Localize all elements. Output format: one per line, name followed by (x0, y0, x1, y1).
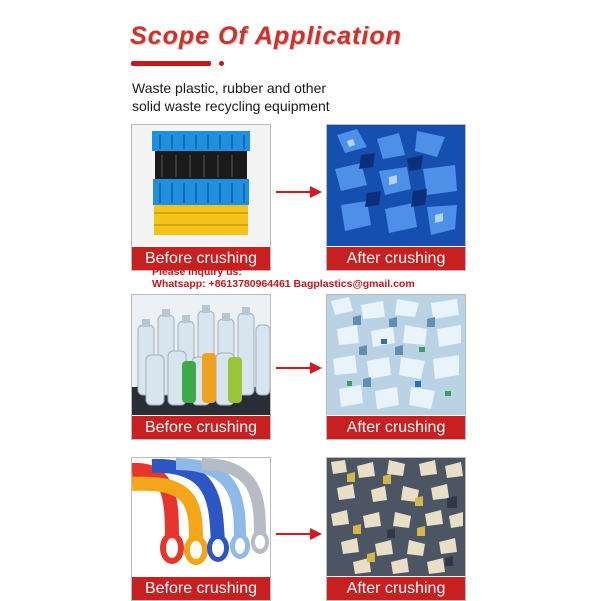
title-underline-dot (219, 61, 224, 66)
plastic-bottles-icon (132, 295, 270, 416)
title-underline (131, 61, 211, 66)
contact-details: Whatsapp: +8613780964461 Bagplastics@gmail.com (152, 278, 415, 290)
before-crushing-label: Before crushing (132, 246, 270, 270)
blue-plastic-flakes-icon (327, 125, 465, 247)
before-crushing-label: Before crushing (132, 576, 270, 600)
subtitle (132, 79, 392, 115)
contact-info (152, 266, 415, 290)
mixed-flakes-icon (327, 458, 465, 577)
inquiry-text: Please inquiry us: (152, 266, 242, 278)
after-image-mixed-flakes (326, 457, 466, 601)
arrow-right-icon (276, 362, 322, 374)
after-image-clear-flakes (326, 294, 466, 440)
arrow-right-icon (276, 528, 322, 540)
before-crushing-label: Before crushing (132, 415, 270, 439)
before-image-crates (131, 124, 271, 271)
subtitle-line: solid waste recycling equipment (132, 98, 330, 114)
after-image-blue-flakes (326, 124, 466, 271)
arrow-right-icon (276, 186, 322, 198)
subtitle-line: Waste plastic, rubber and other (132, 80, 327, 96)
after-crushing-label: After crushing (327, 576, 465, 600)
before-image-pipes (131, 457, 271, 601)
before-image-bottles (131, 294, 271, 440)
page-title: Scope Of Application (130, 22, 402, 50)
plastic-pipes-icon (132, 458, 270, 577)
plastic-crates-icon (132, 125, 270, 247)
clear-pet-flakes-icon (327, 295, 465, 416)
after-crushing-label: After crushing (327, 415, 465, 439)
after-crushing-label: After crushing (327, 246, 465, 270)
